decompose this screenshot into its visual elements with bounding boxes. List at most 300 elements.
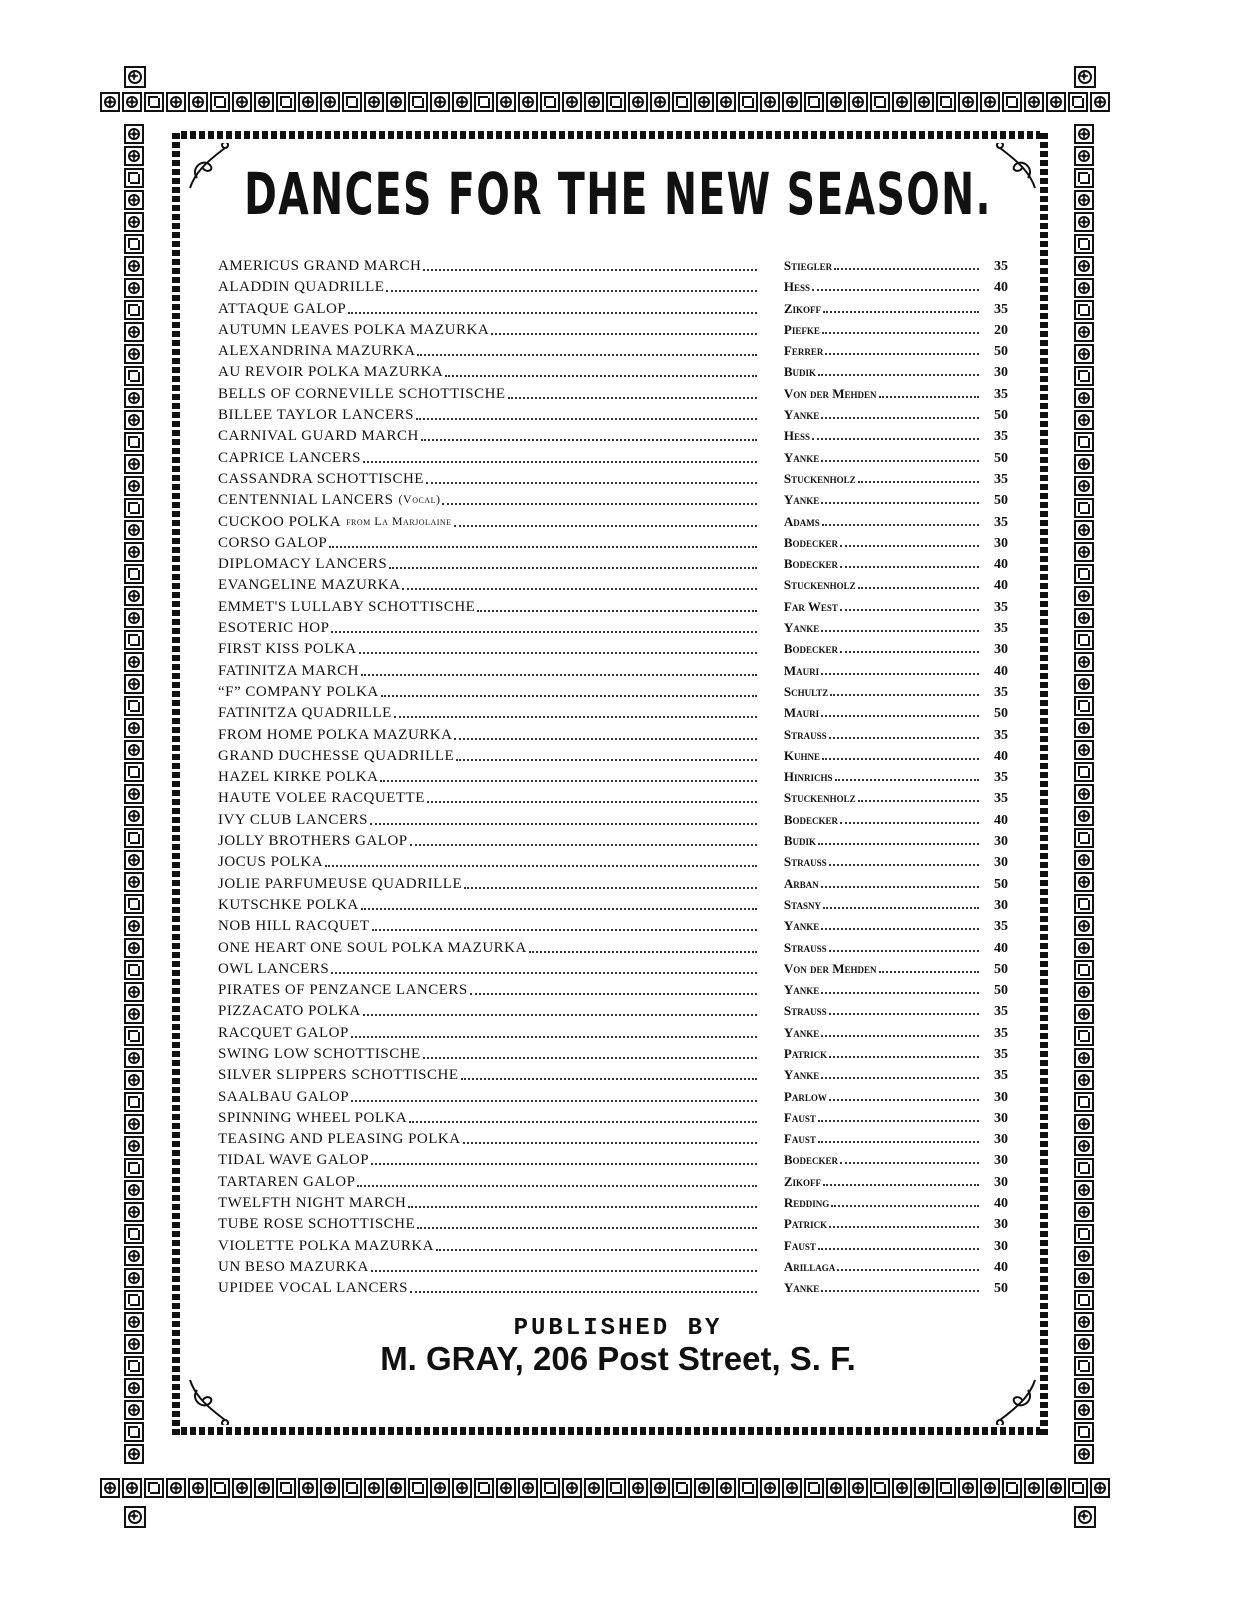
price: 40	[994, 1196, 1008, 1212]
dance-title: SAALBAU GALOP	[218, 1088, 350, 1105]
dance-title: FROM HOME POLKA MAZURKA	[218, 726, 453, 743]
dance-title: BILLEE TAYLOR LANCERS	[218, 407, 414, 424]
composer-name: Bodecker	[783, 556, 839, 572]
price: 30	[994, 834, 1008, 850]
greek-key-icon	[408, 92, 428, 112]
composer-name: Strauss	[783, 939, 827, 955]
rosette-icon	[124, 190, 144, 210]
leader-dots	[423, 1046, 757, 1059]
composer-name: Budik	[783, 833, 817, 849]
leader-dots	[822, 514, 979, 526]
leader-dots	[329, 535, 757, 548]
flourish-icon	[990, 1375, 1040, 1425]
price: 50	[994, 493, 1008, 509]
dance-title: JOLIE PARFUMEUSE QUADRILLE	[218, 875, 463, 892]
composer-name: Stasny	[783, 896, 821, 912]
list-item	[218, 364, 1008, 385]
rosette-icon	[914, 92, 934, 112]
leader-dots	[821, 620, 979, 632]
rosette-icon	[100, 1478, 120, 1498]
composer-name: Strauss	[783, 854, 827, 870]
greek-key-icon	[124, 828, 144, 848]
price: 35	[994, 919, 1008, 935]
dance-title: SPINNING WHEEL POLKA	[218, 1109, 408, 1126]
leader-dots	[529, 940, 757, 953]
rosette-icon	[760, 92, 780, 112]
composer-cell	[784, 343, 983, 359]
rosette-icon	[782, 92, 802, 112]
list-item	[218, 897, 1008, 918]
greek-key-icon	[1074, 762, 1094, 782]
leader-dots	[463, 1131, 757, 1144]
leader-dots	[436, 1238, 757, 1251]
price: 30	[994, 1217, 1008, 1233]
list-item	[218, 1216, 1008, 1237]
leader-dots	[823, 897, 979, 909]
list-item	[218, 1089, 1008, 1110]
composer-name: Yanke	[783, 1024, 820, 1040]
list-item	[218, 876, 1008, 897]
leader-dots	[477, 599, 757, 612]
greek-key-icon	[936, 1478, 956, 1498]
price: 40	[994, 748, 1008, 764]
rosette-icon	[562, 1478, 582, 1498]
composer-cell	[784, 450, 983, 466]
dance-title: TEASING AND PLEASING POLKA	[218, 1131, 461, 1148]
composer-cell	[784, 1067, 983, 1083]
leader-dots	[456, 748, 757, 761]
leader-dots	[821, 705, 979, 717]
dance-title: ONE HEART ONE SOUL POLKA MAZURKA	[218, 939, 527, 956]
rosette-icon	[1074, 66, 1096, 88]
greek-key-icon	[1074, 828, 1094, 848]
greek-key-icon	[342, 1478, 362, 1498]
list-item	[218, 599, 1008, 620]
composer-name: Arban	[783, 875, 819, 891]
dance-title: HAZEL KIRKE POLKA	[218, 769, 379, 786]
rosette-icon	[124, 1506, 146, 1528]
greek-key-icon	[124, 1026, 144, 1046]
greek-key-icon	[124, 300, 144, 320]
dance-title-cell	[218, 748, 761, 765]
greek-key-icon	[124, 498, 144, 518]
greek-key-icon	[124, 366, 144, 386]
rosette-icon	[1024, 92, 1044, 112]
price: 30	[994, 365, 1008, 381]
price: 40	[994, 1259, 1008, 1275]
rosette-icon	[1046, 1478, 1066, 1498]
rosette-icon	[1074, 652, 1094, 672]
greek-key-icon	[342, 92, 362, 112]
greek-key-icon	[1074, 1158, 1094, 1178]
dance-title-cell	[218, 1110, 761, 1127]
dance-title-cell	[218, 514, 761, 531]
rosette-icon	[298, 92, 318, 112]
composer-cell	[784, 641, 983, 657]
inner-frame-right	[1040, 131, 1048, 1435]
composer-cell	[784, 1131, 983, 1147]
composer-cell	[784, 620, 983, 636]
dance-title-cell	[218, 301, 761, 318]
rosette-icon	[1074, 740, 1094, 760]
dance-title: OWL LANCERS	[218, 960, 330, 977]
greek-key-icon	[124, 234, 144, 254]
composer-cell	[784, 492, 983, 508]
rosette-icon	[694, 92, 714, 112]
greek-key-icon	[124, 630, 144, 650]
rosette-icon	[1074, 322, 1094, 342]
composer-cell	[784, 386, 983, 402]
composer-cell	[784, 940, 983, 956]
leader-dots	[357, 1174, 756, 1187]
greek-key-icon	[1074, 168, 1094, 188]
dance-title: FATINITZA MARCH	[218, 662, 359, 679]
price: 35	[994, 727, 1008, 743]
dance-title-cell	[218, 705, 761, 722]
leader-dots	[879, 386, 980, 398]
composer-cell	[784, 1003, 983, 1019]
rosette-icon	[124, 1114, 144, 1134]
composer-cell	[784, 428, 983, 444]
composer-cell	[784, 1152, 983, 1168]
leader-dots	[829, 1216, 979, 1228]
rosette-icon	[1074, 1506, 1096, 1528]
rosette-icon	[364, 1478, 384, 1498]
dance-title-cell	[218, 620, 761, 637]
list-item	[218, 577, 1008, 598]
price: 40	[994, 812, 1008, 828]
list-item	[218, 705, 1008, 726]
dance-title: AUTUMN LEAVES POLKA MAZURKA	[218, 321, 490, 338]
rosette-icon	[1074, 850, 1094, 870]
dance-title-cell	[218, 343, 761, 360]
composer-cell	[784, 1174, 983, 1190]
rosette-icon	[980, 1478, 1000, 1498]
dance-title: UN BESO MAZURKA	[218, 1258, 369, 1275]
dance-title-cell	[218, 727, 761, 744]
dance-title-cell	[218, 279, 761, 296]
rosette-icon	[124, 344, 144, 364]
list-item	[218, 918, 1008, 939]
rosette-icon	[1074, 1136, 1094, 1156]
leader-dots	[410, 1280, 757, 1293]
composer-cell	[784, 1216, 983, 1232]
rosette-icon	[892, 1478, 912, 1498]
price: 40	[994, 578, 1008, 594]
greek-key-icon	[1068, 1478, 1088, 1498]
greek-key-icon	[738, 92, 758, 112]
leader-dots	[840, 1152, 979, 1164]
rosette-icon	[122, 92, 142, 112]
leader-dots	[818, 1238, 979, 1250]
rosette-icon	[518, 1478, 538, 1498]
price: 50	[994, 706, 1008, 722]
leader-dots	[818, 1131, 979, 1143]
rosette-icon	[1074, 190, 1094, 210]
composer-cell	[784, 364, 983, 380]
greek-key-icon	[1068, 92, 1088, 112]
composer-cell	[784, 961, 983, 977]
dance-title-cell	[218, 1089, 761, 1106]
list-item	[218, 514, 1008, 535]
rosette-icon	[124, 916, 144, 936]
rosette-icon	[166, 92, 186, 112]
leader-dots	[381, 684, 757, 697]
rosette-icon	[124, 278, 144, 298]
price: 30	[994, 1132, 1008, 1148]
rosette-icon	[298, 1478, 318, 1498]
rosette-icon	[124, 1070, 144, 1090]
price: 35	[994, 386, 1008, 402]
composer-name: Strauss	[783, 1003, 827, 1019]
dance-title-cell	[218, 1003, 761, 1020]
leader-dots	[840, 556, 979, 568]
composer-name: Hess	[783, 428, 811, 444]
dance-title: ESOTERIC HOP	[218, 620, 330, 637]
leader-dots	[821, 492, 979, 504]
leader-dots	[442, 492, 756, 505]
leader-dots	[818, 364, 979, 376]
leader-dots	[821, 1067, 979, 1079]
list-item	[218, 450, 1008, 471]
greek-key-icon	[1074, 630, 1094, 650]
leader-dots	[361, 897, 757, 910]
leader-dots	[371, 1259, 757, 1272]
price: 35	[994, 599, 1008, 615]
composer-cell	[784, 876, 983, 892]
composer-name: Kuhne	[783, 747, 820, 763]
composer-name: Yanke	[783, 449, 820, 465]
composer-name: Faust	[783, 1237, 816, 1253]
rosette-icon	[124, 850, 144, 870]
rosette-icon	[1074, 410, 1094, 430]
list-item	[218, 961, 1008, 982]
published-by-label: PUBLISHED BY	[513, 1315, 723, 1342]
dance-title-cell	[218, 471, 761, 488]
rosette-icon	[100, 92, 120, 112]
leader-dots	[823, 301, 979, 313]
rosette-icon	[124, 520, 144, 540]
dance-title-cell	[218, 407, 761, 424]
leader-dots	[348, 301, 757, 314]
greek-key-icon	[124, 564, 144, 584]
leader-dots	[371, 1152, 757, 1165]
leader-dots	[840, 535, 979, 547]
composer-name: Arillaga	[783, 1258, 836, 1274]
rosette-icon	[124, 542, 144, 562]
leader-dots	[821, 450, 979, 462]
leader-dots	[416, 407, 757, 420]
greek-key-icon	[124, 432, 144, 452]
list-item	[218, 982, 1008, 1003]
dance-title-cell	[218, 364, 761, 381]
composer-cell	[784, 322, 983, 338]
leader-dots	[417, 1216, 757, 1229]
price: 40	[994, 663, 1008, 679]
greek-key-icon	[804, 1478, 824, 1498]
rosette-icon	[980, 92, 1000, 112]
leader-dots	[829, 727, 979, 739]
rosette-icon	[1074, 454, 1094, 474]
leader-dots	[858, 577, 979, 589]
rosette-icon	[716, 92, 736, 112]
leader-dots	[834, 258, 979, 270]
dance-title-cell	[218, 663, 761, 680]
composer-cell	[784, 471, 983, 487]
dance-title-cell	[218, 577, 761, 594]
leader-dots	[363, 450, 757, 463]
rosette-icon	[1074, 1400, 1094, 1420]
price: 35	[994, 1025, 1008, 1041]
rosette-icon	[584, 92, 604, 112]
leader-dots	[445, 364, 757, 377]
leader-dots	[812, 279, 979, 291]
dance-title-cell	[218, 1152, 761, 1169]
list-item	[218, 1067, 1008, 1088]
leader-dots	[380, 769, 756, 782]
list-item	[218, 535, 1008, 556]
greek-key-icon	[210, 1478, 230, 1498]
dance-title-cell	[218, 641, 761, 658]
dance-title: NOB HILL RACQUET	[218, 918, 370, 935]
composer-cell	[784, 535, 983, 551]
leader-dots	[829, 1089, 979, 1101]
rosette-icon	[518, 92, 538, 112]
greek-key-icon	[124, 1422, 144, 1442]
greek-key-icon	[1074, 1224, 1094, 1244]
rosette-icon	[124, 212, 144, 232]
greek-key-icon	[1002, 1478, 1022, 1498]
price: 30	[994, 1174, 1008, 1190]
rosette-icon	[124, 1048, 144, 1068]
dance-title-cell	[218, 918, 761, 935]
greek-key-icon	[474, 1478, 494, 1498]
dance-title-cell	[218, 790, 761, 807]
dance-title-cell	[218, 450, 761, 467]
dance-title: CAPRICE LANCERS	[218, 449, 361, 466]
leader-dots	[821, 663, 979, 675]
composer-cell	[784, 1089, 983, 1105]
rosette-icon	[1090, 92, 1110, 112]
rosette-icon	[848, 92, 868, 112]
composer-cell	[784, 1280, 983, 1296]
composer-name: Stiegler	[783, 258, 833, 273]
composer-cell	[784, 599, 983, 615]
greek-key-icon	[1074, 1290, 1094, 1310]
dance-title: TARTAREN GALOP	[218, 1173, 356, 1190]
leader-dots	[829, 940, 979, 952]
price: 50	[994, 450, 1008, 466]
greek-key-icon	[1002, 92, 1022, 112]
rosette-icon	[124, 256, 144, 276]
list-item	[218, 727, 1008, 748]
rosette-icon	[1074, 1444, 1094, 1464]
dance-title: CENTENNIAL LANCERS	[218, 492, 394, 509]
price: 35	[994, 514, 1008, 530]
composer-name: Bodecker	[783, 811, 839, 827]
composer-cell	[784, 1025, 983, 1041]
leader-dots	[351, 1089, 757, 1102]
price: 35	[994, 1046, 1008, 1062]
dance-title: SILVER SLIPPERS SCHOTTISCHE	[218, 1067, 459, 1084]
leader-dots	[879, 961, 980, 973]
leader-dots	[331, 620, 756, 633]
list-item	[218, 663, 1008, 684]
composer-name: Mauri	[783, 662, 820, 678]
composer-cell	[784, 514, 983, 530]
rosette-icon	[124, 476, 144, 496]
price: 30	[994, 897, 1008, 913]
leader-dots	[470, 982, 757, 995]
leader-dots	[821, 876, 979, 888]
leader-dots	[410, 833, 757, 846]
composer-name: Stuckenholz	[783, 790, 856, 806]
leader-dots	[829, 1046, 979, 1058]
rosette-icon	[496, 92, 516, 112]
rosette-icon	[124, 1444, 144, 1464]
list-item	[218, 940, 1008, 961]
composer-name: Bodecker	[783, 534, 839, 550]
dance-title: UPIDEE VOCAL LANCERS	[218, 1280, 409, 1297]
composer-name: Yanke	[783, 492, 820, 508]
list-item	[218, 833, 1008, 854]
greek-key-icon	[606, 1478, 626, 1498]
dance-title-cell	[218, 897, 761, 914]
rosette-icon	[124, 1004, 144, 1024]
price: 35	[994, 429, 1008, 445]
list-item	[218, 386, 1008, 407]
rosette-icon	[124, 410, 144, 430]
leader-dots	[821, 1280, 979, 1292]
greek-key-icon	[1074, 498, 1094, 518]
publisher-address: M. GRAY, 206 Post Street, S. F.	[380, 1340, 856, 1377]
rosette-icon	[124, 1180, 144, 1200]
leader-dots	[454, 727, 756, 740]
rosette-icon	[1074, 586, 1094, 606]
leader-dots	[508, 386, 757, 399]
greek-key-icon	[276, 1478, 296, 1498]
dance-title-cell	[218, 854, 761, 871]
composer-name: Budik	[783, 364, 817, 380]
composer-cell	[784, 556, 983, 572]
price: 30	[994, 1089, 1008, 1105]
dance-title: HAUTE VOLEE RACQUETTE	[218, 790, 425, 807]
price: 30	[994, 1153, 1008, 1169]
greek-key-icon	[936, 92, 956, 112]
leader-dots	[454, 514, 757, 527]
list-item	[218, 1152, 1008, 1173]
price: 20	[994, 322, 1008, 338]
rosette-icon	[124, 1400, 144, 1420]
rosette-icon	[1074, 982, 1094, 1002]
list-item	[218, 492, 1008, 513]
rosette-icon	[1024, 1478, 1044, 1498]
greek-key-icon	[606, 92, 626, 112]
rosette-icon	[1074, 784, 1094, 804]
greek-key-icon	[1074, 1092, 1094, 1112]
dance-title-cell	[218, 1259, 761, 1276]
inner-frame-bottom	[172, 1427, 1048, 1435]
rosette-icon	[1074, 542, 1094, 562]
dance-title: GRAND DUCHESSE QUADRILLE	[218, 747, 455, 764]
price: 40	[994, 280, 1008, 296]
list-item	[218, 769, 1008, 790]
dance-title-cell	[218, 684, 761, 701]
composer-name: Redding	[783, 1195, 830, 1211]
greek-key-icon	[870, 92, 890, 112]
inner-frame-left	[172, 131, 180, 1435]
price: 50	[994, 344, 1008, 360]
